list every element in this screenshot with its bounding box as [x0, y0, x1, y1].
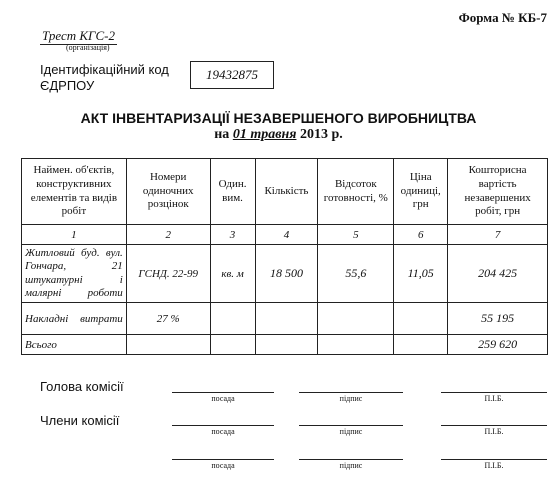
edrpou-code-box: 19432875	[190, 61, 274, 89]
row-rate-number: ГСНД. 22-99	[126, 245, 210, 303]
row-quantity	[255, 303, 318, 335]
row-unit	[210, 303, 255, 335]
inventory-table	[21, 158, 548, 355]
header-unit: Один. вим.	[210, 159, 255, 225]
trust-name: Трест КГС-2	[42, 28, 115, 43]
row-readiness	[318, 303, 394, 335]
row-price	[394, 335, 448, 355]
date-year: 2013 р.	[299, 127, 343, 142]
edrpou-label-line2: ЄДРПОУ	[40, 78, 95, 93]
row-rate-number	[126, 335, 210, 355]
header-rate-number: Номери одиночних розцінок	[126, 159, 210, 225]
table-row-total	[22, 335, 548, 355]
date-day-month: 01 травня	[232, 127, 297, 142]
header-quantity: Кількість	[255, 159, 318, 225]
row-name: Всього	[22, 335, 127, 355]
position-line	[172, 425, 274, 426]
table-row	[22, 245, 548, 303]
row-quantity	[255, 335, 318, 355]
position-line	[172, 459, 274, 460]
name-line	[441, 392, 547, 393]
organization-caption: (організація)	[66, 43, 110, 52]
name-caption: П.І.Б.	[484, 427, 504, 436]
row-name: Житловий буд. вул. Гончара, 21 штукатурні і малярні роботи	[22, 245, 127, 303]
form-number: Форма № КБ-7	[458, 10, 547, 25]
column-number: 6	[394, 225, 448, 245]
position-caption: посада	[211, 427, 235, 436]
row-cost: 204 425	[448, 245, 548, 303]
row-cost: 55 195	[448, 303, 548, 335]
name-caption: П.І.Б.	[484, 461, 504, 470]
row-unit: кв. м	[210, 245, 255, 303]
name-caption: П.І.Б.	[484, 394, 504, 403]
column-number: 2	[126, 225, 210, 245]
document-date	[0, 127, 557, 143]
row-unit	[210, 335, 255, 355]
header-object-name: Наймен. об'єктів, конструктивних елементів та видів робіт	[22, 159, 127, 225]
signature-caption: підпис	[339, 394, 363, 403]
column-number: 1	[22, 225, 127, 245]
signature-caption: підпис	[339, 427, 363, 436]
row-cost: 259 620	[448, 335, 548, 355]
row-price	[394, 303, 448, 335]
column-number: 7	[448, 225, 548, 245]
row-readiness: 55,6	[318, 245, 394, 303]
signature-line	[299, 392, 403, 393]
name-line	[441, 425, 547, 426]
chairman-label: Голова комісії	[40, 379, 124, 394]
row-rate-number: 27 %	[126, 303, 210, 335]
name-line	[441, 459, 547, 460]
row-price: 11,05	[394, 245, 448, 303]
position-line	[172, 392, 274, 393]
table-row	[22, 303, 548, 335]
header-price: Ціна одиниці, грн	[394, 159, 448, 225]
row-quantity: 18 500	[255, 245, 318, 303]
signature-line	[299, 459, 403, 460]
row-name: Накладні витрати	[22, 303, 127, 335]
row-readiness	[318, 335, 394, 355]
signature-caption: підпис	[339, 461, 363, 470]
header-readiness: Відсоток готовності, %	[318, 159, 394, 225]
date-prefix: на	[214, 127, 230, 142]
edrpou-label-line1: Ідентифікаційний код	[40, 62, 169, 77]
header-cost: Кошторисна вартість незавершених робіт, грн	[448, 159, 548, 225]
table-header-row	[22, 159, 548, 225]
signature-line	[299, 425, 403, 426]
column-number-row	[22, 225, 548, 245]
members-label: Члени комісії	[40, 413, 120, 428]
document-title: АКТ ІНВЕНТАРИЗАЦІЇ НЕЗАВЕРШЕНОГО ВИРОБНИЦТВА	[80, 110, 477, 126]
position-caption: посада	[211, 461, 235, 470]
position-caption: посада	[211, 394, 235, 403]
column-number: 5	[318, 225, 394, 245]
column-number: 3	[210, 225, 255, 245]
column-number: 4	[255, 225, 318, 245]
